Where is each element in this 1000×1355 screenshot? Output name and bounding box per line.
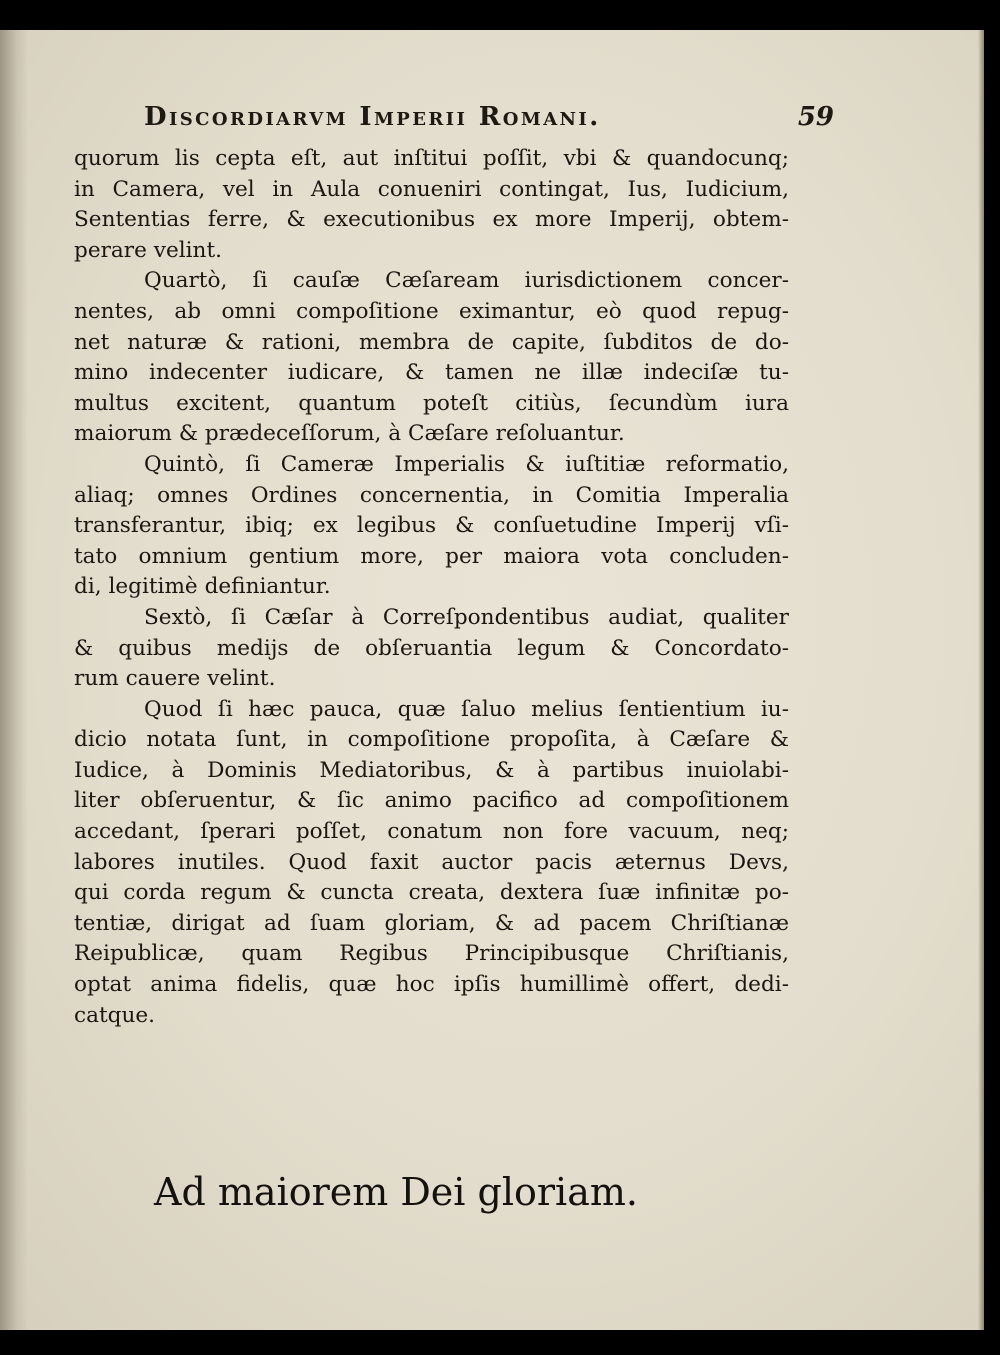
page-sheet: [0, 30, 984, 1330]
text-line: perare velint.: [74, 237, 223, 263]
text-line: dicio notata ſunt, in compoſitione propoſita, à Cæſare &: [74, 727, 789, 753]
text-line: tentiæ, dirigat ad ſuam gloriam, & ad pacem Chriſtianæ: [74, 910, 789, 936]
text-line: maiorum & prædeceſſorum, à Cæſare reſoluantur.: [74, 421, 625, 447]
paragraph-start-line: Quintò, ſi Cameræ Imperialis & iuſtitiæ reformatio,: [144, 451, 789, 477]
text-line: qui corda regum & cuncta creata, dextera ſuæ infinitæ po-: [74, 880, 789, 906]
text-line: optat anima fidelis, quæ hoc ipſis humillimè offert, dedi-: [74, 972, 789, 998]
text-line: Sententias ferre, & executionibus ex more Imperij, obtem-: [74, 207, 789, 233]
paragraph-start-line: Sextò, ſi Cæſar à Correſpondentibus audiat, qualiter: [144, 604, 789, 630]
page-number: 59: [797, 102, 834, 132]
running-head: Discordiarvm Imperii Romani.: [144, 102, 601, 132]
text-line: Reipublicæ, quam Regibus Principibusque Chriſtianis,: [74, 941, 789, 967]
text-line: & quibus medijs de obſeruantia legum & Concordato-: [74, 635, 789, 661]
closing-motto: Ad maiorem Dei gloriam.: [154, 1170, 638, 1214]
text-line: nentes, ab omni compoſitione eximantur, eò quod repug-: [74, 298, 789, 324]
text-line: quorum lis cepta eſt, aut inſtitui poſſit, vbi & quandocunq;: [74, 146, 789, 171]
text-line: labores inutiles. Quod faxit auctor pacis æternus Devs,: [74, 849, 789, 875]
text-line: mino indecenter iudicare, & tamen ne illæ indeciſæ tu-: [74, 360, 789, 386]
paragraph-start-line: Quartò, ſi cauſæ Cæſaream iurisdictionem concer-: [144, 268, 789, 294]
paragraph-start-line: Quod ſi hæc pauca, quæ ſaluo melius ſentientium iu-: [144, 696, 789, 722]
page-edge: [978, 30, 984, 1330]
body-text: [74, 144, 789, 1031]
text-line: net naturæ & rationi, membra de capite, ſubditos de do-: [74, 329, 789, 355]
text-line: di, legitimè definiantur.: [74, 574, 331, 600]
text-line: in Camera, vel in Aula conueniri contingat, Ius, Iudicium,: [74, 176, 789, 202]
text-line: transferantur, ibiq; ex legibus & conſuetudine Imperij vſi-: [74, 513, 789, 539]
text-line: multus excitent, quantum poteſt citiùs, ſecundùm iura: [74, 390, 789, 416]
text-line: aliaq; omnes Ordines concernentia, in Comitia Imperalia: [74, 482, 789, 508]
text-line: liter obſeruentur, & ſic animo pacifico ad compoſitionem: [74, 788, 789, 814]
page-header: [144, 102, 834, 132]
gutter-shadow: [0, 30, 28, 1330]
text-line: tato omnium gentium more, per maiora vota concluden-: [74, 543, 789, 569]
text-line: accedant, ſperari poſſet, conatum non fore vacuum, neq;: [74, 819, 789, 845]
text-line: Iudice, à Dominis Mediatoribus, & à partibus inuiolabi-: [74, 757, 789, 783]
text-line: catque.: [74, 1002, 156, 1028]
text-line: rum cauere velint.: [74, 666, 276, 692]
